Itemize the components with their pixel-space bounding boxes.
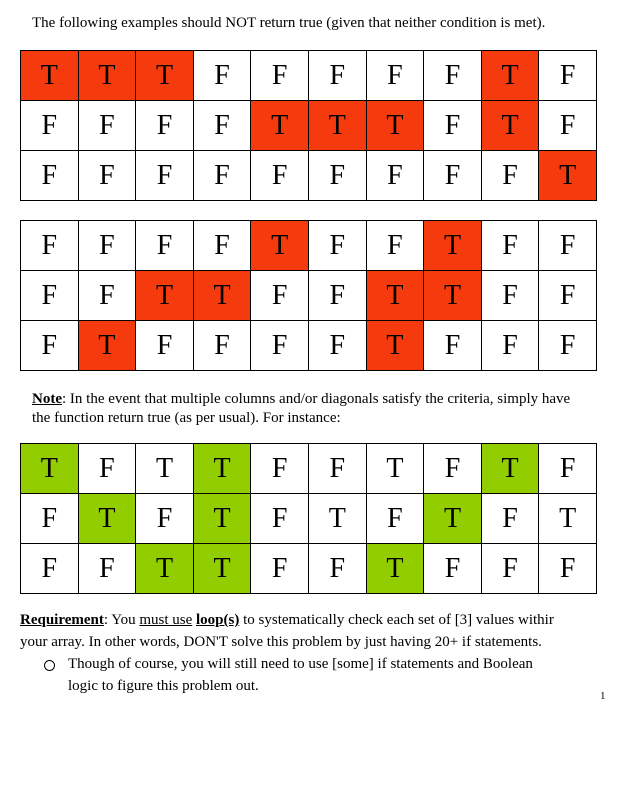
grid-cell: T	[539, 151, 597, 201]
grid-cell: F	[424, 444, 482, 494]
grid-cell: T	[21, 444, 79, 494]
note-line-1	[32, 390, 570, 408]
grid-cell: F	[21, 271, 79, 321]
grid-cell: F	[539, 544, 597, 594]
grid-cell: F	[251, 151, 309, 201]
grid-cell: F	[194, 51, 252, 101]
grid-cell: F	[309, 271, 367, 321]
grid-cell: F	[21, 101, 79, 151]
grid-cell: F	[79, 271, 137, 321]
grid-cell: F	[539, 321, 597, 371]
grid-cell: T	[79, 51, 137, 101]
grid-cell: T	[79, 494, 137, 544]
example-grid-2	[20, 220, 597, 371]
grid-cell: F	[482, 151, 540, 201]
grid-cell: F	[309, 221, 367, 271]
grid-cell: F	[309, 321, 367, 371]
must-use-text: must use	[139, 612, 193, 628]
grid-cell: F	[424, 101, 482, 151]
grid-cell: T	[79, 321, 137, 371]
grid-cell: F	[482, 494, 540, 544]
grid-cell: F	[482, 544, 540, 594]
grid-cell: T	[367, 271, 425, 321]
note-line-2: the function return true (as per usual). For instance:	[32, 410, 341, 426]
grid-cell: F	[79, 221, 137, 271]
requirement-text-a: : You	[103, 612, 140, 628]
grid-cell: F	[539, 221, 597, 271]
grid-cell: F	[251, 271, 309, 321]
example-grid-3	[20, 443, 597, 594]
grid-cell: T	[367, 101, 425, 151]
grid-cell: F	[482, 271, 540, 321]
grid-cell: F	[251, 321, 309, 371]
grid-cell: T	[251, 221, 309, 271]
requirement-label: Requirement	[20, 612, 104, 628]
grid-cell: F	[309, 444, 367, 494]
grid-cell: F	[539, 271, 597, 321]
grid-cell: F	[136, 494, 194, 544]
grid-cell: F	[194, 321, 252, 371]
requirement-line-1	[20, 611, 554, 629]
grid-cell: F	[79, 101, 137, 151]
grid-cell: T	[21, 51, 79, 101]
note-text: : In the event that multiple columns and/or diagonals satisfy the criteria, simply have	[62, 391, 571, 407]
grid-cell: F	[79, 444, 137, 494]
grid-cell: F	[194, 151, 252, 201]
grid-cell: T	[424, 494, 482, 544]
grid-cell: T	[482, 444, 540, 494]
grid-cell: T	[194, 544, 252, 594]
grid-cell: F	[309, 151, 367, 201]
grid-cell: F	[367, 151, 425, 201]
bullet-line-1: Though of course, you will still need to use [some] if statements and Boolean	[68, 656, 533, 672]
requirement-text-b: to systematically check each set of [3] values withir	[239, 612, 554, 628]
grid-cell: F	[251, 51, 309, 101]
grid-cell: F	[21, 494, 79, 544]
grid-cell: T	[194, 271, 252, 321]
grid-cell: T	[367, 321, 425, 371]
grid-cell: T	[136, 444, 194, 494]
grid-cell: F	[136, 221, 194, 271]
example-grid-1	[20, 50, 597, 201]
grid-cell: T	[309, 494, 367, 544]
grid-cell: F	[309, 51, 367, 101]
grid-cell: T	[482, 51, 540, 101]
grid-cell: F	[21, 544, 79, 594]
grid-cell: T	[194, 494, 252, 544]
grid-cell: F	[539, 51, 597, 101]
grid-cell: F	[136, 101, 194, 151]
grid-cell: F	[539, 444, 597, 494]
bullet-circle-icon	[44, 660, 55, 671]
grid-cell: F	[194, 101, 252, 151]
grid-cell: T	[367, 444, 425, 494]
grid-cell: T	[424, 271, 482, 321]
grid-cell: F	[367, 51, 425, 101]
grid-cell: T	[136, 51, 194, 101]
intro-text: The following examples should NOT return true (given that neither condition is met).	[32, 15, 546, 31]
requirement-line-2: your array. In other words, DON'T solve this problem by just having 20+ if statements.	[20, 634, 542, 650]
grid-cell: F	[251, 544, 309, 594]
grid-cell: T	[136, 271, 194, 321]
grid-cell: F	[251, 494, 309, 544]
grid-cell: F	[424, 321, 482, 371]
grid-cell: F	[21, 321, 79, 371]
grid-cell: F	[194, 221, 252, 271]
grid-cell: T	[194, 444, 252, 494]
grid-cell: F	[482, 321, 540, 371]
grid-cell: F	[79, 544, 137, 594]
note-label: Note	[32, 391, 62, 407]
grid-cell: F	[21, 221, 79, 271]
grid-cell: F	[136, 321, 194, 371]
bullet-line-2: logic to figure this problem out.	[68, 678, 259, 694]
loops-text: loop(s)	[196, 612, 240, 628]
grid-cell: F	[136, 151, 194, 201]
grid-cell: F	[367, 221, 425, 271]
grid-cell: F	[21, 151, 79, 201]
grid-cell: T	[251, 101, 309, 151]
page-number: 1	[600, 690, 606, 702]
grid-cell: F	[539, 101, 597, 151]
grid-cell: F	[309, 544, 367, 594]
grid-cell: F	[424, 544, 482, 594]
grid-cell: T	[539, 494, 597, 544]
grid-cell: F	[424, 151, 482, 201]
grid-cell: T	[424, 221, 482, 271]
grid-cell: F	[482, 221, 540, 271]
grid-cell: F	[251, 444, 309, 494]
grid-cell: T	[367, 544, 425, 594]
grid-cell: F	[79, 151, 137, 201]
grid-cell: T	[482, 101, 540, 151]
grid-cell: T	[309, 101, 367, 151]
grid-cell: T	[136, 544, 194, 594]
grid-cell: F	[367, 494, 425, 544]
grid-cell: F	[424, 51, 482, 101]
